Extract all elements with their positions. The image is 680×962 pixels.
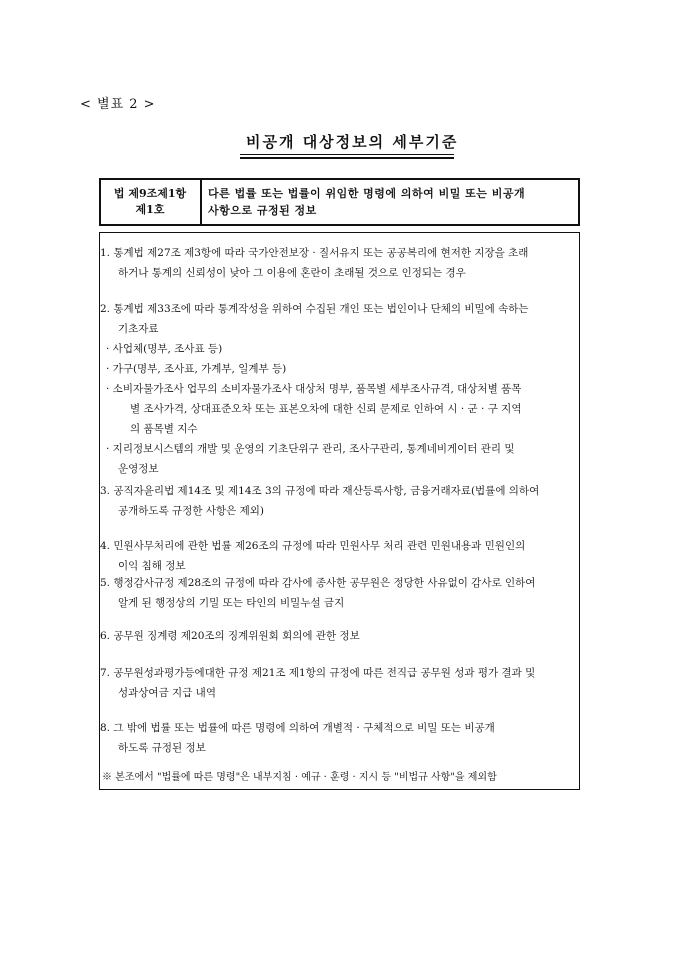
item-2-bullet-2: · 가구(명부, 조사표, 가계부, 일계부 등) (106, 363, 287, 375)
item-4-line-2: 이익 침해 정보 (118, 560, 186, 572)
item-3-line-1: 3. 공직자윤리법 제14조 및 제14조 3의 규정에 따라 재산등록사항, 금융거래자료(법률에 의하여 (100, 485, 540, 497)
page-title: 비공개 대상정보의 세부기준 (246, 133, 459, 151)
item-1-line-1: 1. 통계법 제27조 제3항에 따라 국가안전보장 · 질서유지 또는 공공복리에 현저한 지장을 초래 (100, 247, 529, 259)
item-2-bullet-4-line-1: · 지리정보시스템의 개발 및 운영의 기초단위구 관리, 조사구관리, 통계네비게이터 관리 및 (106, 443, 515, 455)
item-2-bullet-3-line-1: · 소비자물가조사 업무의 소비자물가조사 대상처 명부, 품목별 세부조사규격, 대상처별 품목 (106, 383, 522, 395)
law-description-line2: 사항으로 규정된 정보 (208, 204, 317, 217)
item-2-line-2: 기초자료 (118, 323, 159, 335)
title-underline-thin (240, 154, 454, 155)
annex-label: < 별표 2 > (80, 97, 156, 112)
item-2-bullet-4-line-2: 운영정보 (118, 463, 159, 475)
item-3-line-2: 공개하도록 규정한 사항은 제외) (118, 505, 264, 517)
item-5-line-2: 알게 된 행정상의 기밀 또는 타인의 비밀누설 금지 (118, 597, 345, 609)
criteria-item-3 (100, 481, 570, 521)
footnote: ※ 본조에서 "법률에 따른 명령"은 내부지침 · 예규 · 훈령 · 지시 등 "비법규 사항"을 제외함 (102, 772, 497, 783)
criteria-item-2 (100, 299, 570, 479)
item-2-bullet-3-line-2: 별 조사가격, 상대표준오차 또는 표본오차에 대한 신뢰 문제로 인하여 시 · 군 · 구 지역 (130, 403, 522, 415)
criteria-item-1 (100, 243, 570, 283)
law-reference-line2: 제1호 (135, 203, 165, 216)
criteria-item-8 (100, 718, 570, 758)
criteria-item-6 (100, 626, 570, 646)
criteria-list-box (99, 232, 580, 790)
criteria-item-7 (100, 663, 570, 703)
item-2-bullet-1: · 사업체(명부, 조사표 등) (106, 343, 223, 355)
item-4-line-1: 4. 민원사무처리에 관한 법률 제26조의 규정에 따라 민원사무 처리 관련 민원내용과 민원인의 (100, 540, 526, 552)
header-table (99, 178, 580, 226)
law-description-line1: 다른 법률 또는 법률이 위임한 명령에 의하여 비밀 또는 비공개 (208, 187, 526, 200)
item-8-line-2: 하도록 규정된 정보 (118, 742, 206, 754)
item-7-line-1: 7. 공무원성과평가등에대한 규정 제21조 제1항의 규정에 따른 전직급 공무원 성과 평가 결과 및 (100, 667, 536, 679)
law-reference-cell (100, 179, 202, 225)
item-6-line-1: 6. 공무원 징계령 제20조의 징계위원회 회의에 관한 정보 (100, 630, 360, 642)
title-underline-thick (240, 157, 454, 159)
item-8-line-1: 8. 그 밖에 법률 또는 법률에 따른 명령에 의하여 개별적 · 구체적으로 비밀 또는 비공개 (100, 722, 495, 734)
item-5-line-1: 5. 행정감사규정 제28조의 규정에 따라 감사에 종사한 공무원은 정당한 사유없이 감사로 인하여 (100, 577, 536, 589)
law-reference-line1: 법 제9조제1항 (113, 187, 187, 200)
item-2-bullet-3-line-3: 의 품목별 지수 (130, 423, 198, 435)
law-description-cell (202, 179, 579, 225)
item-1-line-2: 하거나 통계의 신뢰성이 낮아 그 이용에 혼란이 초래될 것으로 인정되는 경우 (118, 267, 466, 279)
item-7-line-2: 성과상여금 지급 내역 (118, 687, 216, 699)
criteria-item-4 (100, 536, 570, 576)
item-2-line-1: 2. 통계법 제33조에 따라 통계작성을 위하여 수집된 개인 또는 법인이나 단체의 비밀에 속하는 (100, 303, 529, 315)
criteria-item-5 (100, 573, 570, 613)
